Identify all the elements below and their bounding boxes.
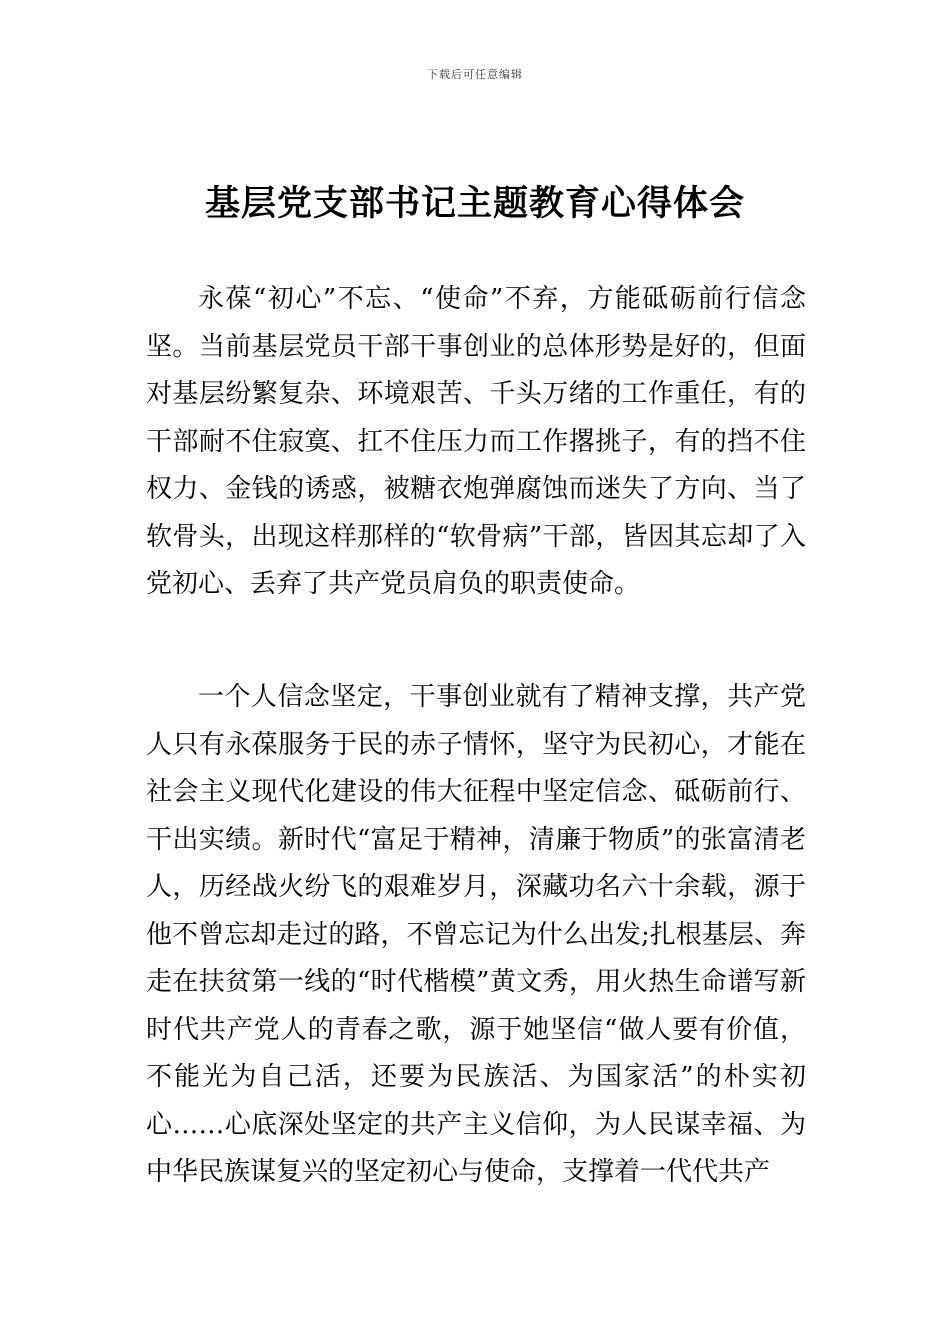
body-paragraph: 永葆“初心”不忘、“使命”不弃，方能砥砺前行信念坚。当前基层党员干部干事创业的总体形势是好的，但面对基层纷繁复杂、环境艰苦、千头万绪的工作重任，有的干部耐不住寂寞、扛不住压力而工作撂挑子，有的挡不住权力、金钱的诱惑，被糖衣炮弹腐蚀而迷失了方向、当了软骨头，出现这样那样的“软骨病”干部，皆因其忘却了入党初心、丢弃了共产党员肩负的职责使命。 [146,284,806,599]
document-title: 基层党支部书记主题教育心得体会 [204,184,745,224]
download-note: 下载后可任意编辑 [427,68,523,81]
body-paragraph: 一个人信念坚定，干事创业就有了精神支撑，共产党人只有永葆服务于民的赤子情怀，坚守为民初心，才能在社会主义现代化建设的伟大征程中坚定信念、砥砺前行、干出实绩。新时代“富足于精神，清廉于物质”的张富清老人，历经战火纷飞的艰难岁月，深藏功名六十余载，源于他不曾忘却走过的路，不曾忘记为什么出发;扎根基层、奔走在扶贫第一线的“时代楷模”黄文秀，用火热生命谱写新时代共产党人的青春之歌，源于她坚信“做人要有价值，不能光为自己活，还要为民族活、为国家活”的朴实初心……心底深处坚定的共产主义信仰，为人民谋幸福、为中华民族谋复兴的坚定初心与使命，支撑着一代代共产 [146,682,806,1187]
